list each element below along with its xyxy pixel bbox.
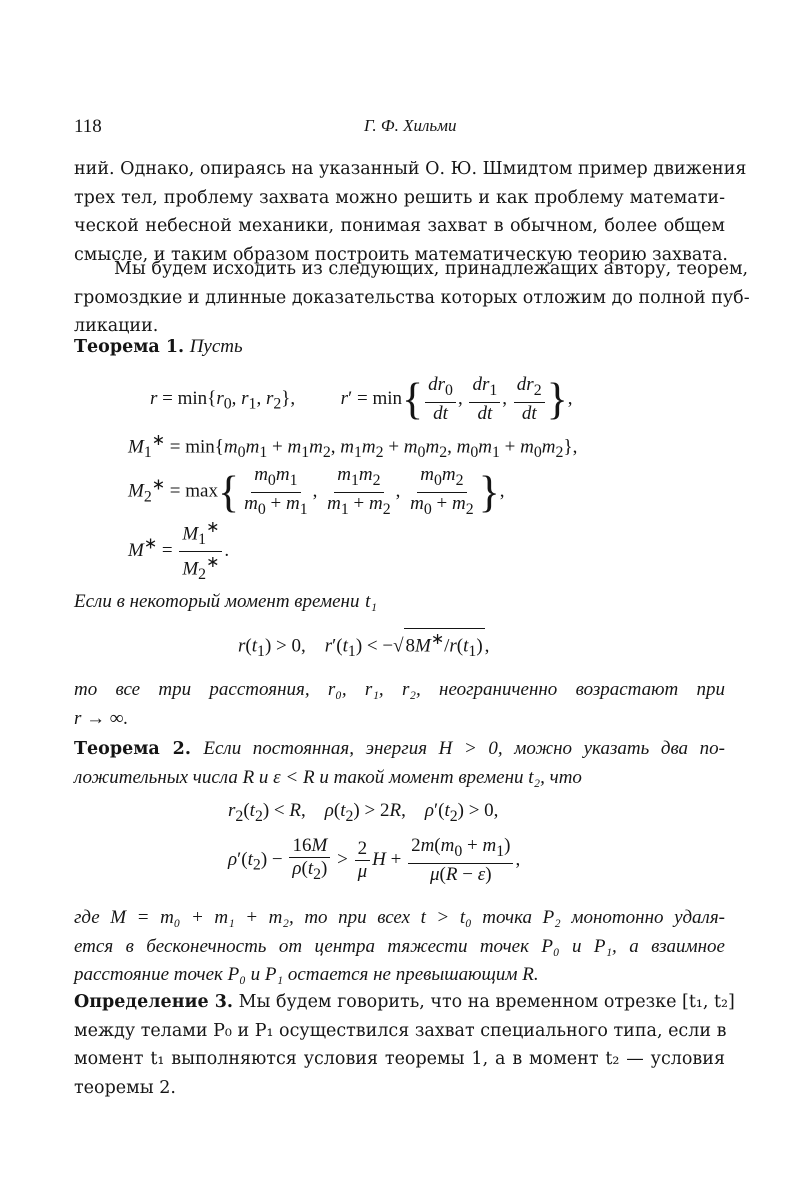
text-line: громоздкие и длинные доказательства которых отложим до полной пуб- — [74, 287, 750, 308]
text-line: между телами P₀ и P₁ осуществился захват специального типа, если в — [74, 1020, 727, 1041]
text-line — [74, 676, 725, 705]
text-line: ликации. — [74, 316, 159, 336]
formula-m-star: M∗ = $\frac{M_1^∗}{M_2^∗}$ . — [128, 519, 230, 584]
condition-text: Если в некоторый момент времени — [74, 591, 360, 612]
conclusion-text: то все три расстояния, — [74, 679, 310, 700]
text-line — [74, 735, 725, 764]
theorem-1-label: Теорема 1. — [74, 337, 185, 357]
formula-m2-star: $M_2^∗ = \max${ $\frac{m_0m_1}{m_0 + m_1}$ , $\frac{m_1m_2}{m_1 + m_2}$ , $\frac{m_0m_2}{m_0 + m_2}$ }, — [128, 464, 505, 518]
theorem-1-conclusion — [74, 676, 725, 733]
formula-theorem-2-a: $r_2(t_2) < R$, $\rho(t_2) > 2R$, $\rho'(t_2) > 0$, — [228, 800, 499, 825]
theorem-2-label: Теорема 2. — [74, 739, 191, 759]
text-line: Мы будем исходить из следующих, принадлежащих автору, теорем, — [114, 259, 749, 279]
definition-3 — [74, 988, 735, 1102]
paragraph-2 — [74, 255, 750, 341]
theorem-2-text: Если постоянная, энергия H > 0, можно указать два по- — [203, 738, 725, 759]
formula-condition: $r(t_1) > 0$, $r'(t_1)$ < −√ $8M^∗/r(t_1)$ , — [238, 628, 489, 662]
theorem-2 — [74, 735, 725, 792]
text-line: ложительных числа R и ε < R и такой момент времени t₂, что — [74, 766, 582, 788]
theorem-1-heading — [74, 333, 725, 362]
text-line: r → ∞. — [74, 707, 129, 729]
formula-theorem-2-b: $\rho'(t_2)$ − $\frac{16M}{\rho(t_2)}$ > $\frac{2}{\mu}$ H + $\frac{2m(m_0 + m_1)}{\mu(R - \varepsilon)}$ , — [228, 835, 521, 885]
paragraph-1 — [74, 155, 747, 269]
text-line: момент t₁ выполняются условия теоремы 1, а в момент t₂ — условия — [74, 1049, 725, 1069]
text-line: ческой небесной механики, понимая захват в обычном, более общем — [74, 216, 725, 236]
text-line: смысле, и таким образом построить математическую теорию захвата. — [74, 244, 728, 265]
running-header — [74, 116, 725, 140]
text-line: теоремы 2. — [74, 1077, 176, 1098]
theorem-1-condition — [74, 588, 725, 617]
text-line: трех тел, проблему захвата можно решить и как проблему математи- — [74, 187, 725, 208]
text-line — [74, 988, 735, 1017]
text-line: ется в бесконечность от центра тяжести точек P₀ и P₁, а взаимное — [74, 935, 725, 957]
text-line: ний. Однако, опираясь на указанный О. Ю. Шмидтом пример движения — [74, 159, 747, 179]
formula-m1-star: $M_1^∗ = \min\{m_0m_1 + m_1m_2$, $m_1m_2 + m_0m_2$, $m_0m_1 + m_0m_2$}, — [128, 432, 578, 462]
definition-3-label: Определение 3. — [74, 992, 233, 1012]
theorem-2-where — [74, 904, 725, 990]
text-line: расстояние точек P₀ и P₁ остается не превышающим R. — [74, 964, 539, 985]
page-number: 118 — [74, 116, 102, 137]
text-line: где M = m₀ + m₁ + m₂, то при всех t > t₀ точка P₂ монотонно удаля- — [74, 907, 725, 928]
running-head-author: Г. Ф. Хильми — [364, 116, 457, 135]
conclusion-rest: неограниченно возрастают при — [439, 679, 726, 700]
condition-variable: t₁ — [365, 591, 377, 612]
formula-r-definitions: $r = \min\{r_0$, $r_1$, $r_2$}, r′ = min{ $\frac{dr_0}{dt}$ , $\frac{dr_1}{dt}$ , $\frac{dr_2}{dt}$ }, — [150, 374, 573, 424]
theorem-1-intro: Пусть — [189, 336, 243, 357]
definition-3-text: Мы будем говорить, что на временном отрезке [t₁, t₂] — [238, 992, 735, 1012]
conclusion-vars: r₀, r₁, r₂, — [327, 679, 421, 700]
